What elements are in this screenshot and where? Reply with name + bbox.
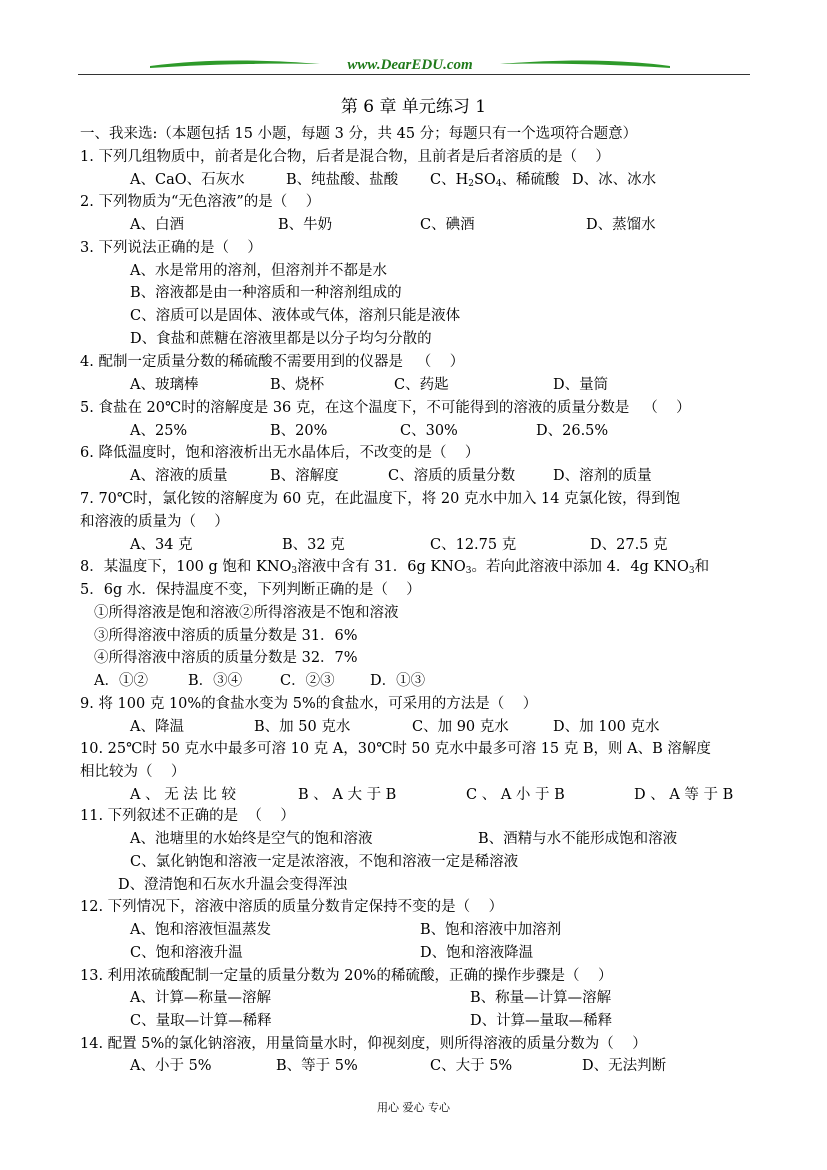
q10-option-c: C 、 A 小 于 B bbox=[466, 787, 565, 803]
header-site: www.DearEDU.com bbox=[347, 57, 473, 73]
q3-option-a: A、水是常用的溶剂，但溶剂并不都是水 bbox=[130, 263, 387, 279]
q11-option-d: D、澄清饱和石灰水升温会变得浑浊 bbox=[118, 877, 348, 893]
question-6: 6. 降低温度时，饱和溶液析出无水晶体后，不改变的是（ ） bbox=[80, 445, 480, 461]
question-2: 2. 下列物质为“无色溶液”的是（ ） bbox=[80, 194, 321, 210]
q9-option-b: B、加 50 克水 bbox=[254, 719, 351, 735]
q1-option-b: B、纯盐酸、盐酸 bbox=[286, 172, 399, 188]
q12-option-d: D、饱和溶液降温 bbox=[420, 945, 534, 961]
q14-option-b: B、等于 5% bbox=[276, 1058, 358, 1074]
q12-option-b: B、饱和溶液中加溶剂 bbox=[420, 922, 562, 938]
q7-option-d: D、27.5 克 bbox=[590, 537, 668, 553]
q7-option-a: A、34 克 bbox=[130, 537, 193, 553]
page-title: 第 6 章 单元练习 1 bbox=[340, 97, 487, 117]
question-14: 14. 配置 5%的氯化钠溶液，用量筒量水时，仰视刻度，则所得溶液的质量分数为（ ） bbox=[80, 1036, 647, 1052]
question-8-cont: 5．6g 水．保持温度不变，下列判断正确的是（ ） bbox=[80, 582, 421, 598]
q2-option-c: C、碘酒 bbox=[420, 217, 475, 233]
question-7-cont: 和溶液的质量为（ ） bbox=[80, 514, 229, 530]
question-5: 5. 食盐在 20℃时的溶解度是 36 克，在这个温度下，不可能得到的溶液的质量分数是 （ ） bbox=[80, 400, 691, 416]
q13-option-b: B、称量—计算—溶解 bbox=[470, 990, 612, 1006]
question-7: 7. 70℃时，氯化铵的溶解度为 60 克，在此温度下，将 20 克水中加入 14 克氯化铵，得到饱 bbox=[80, 491, 681, 507]
q7-option-b: B、32 克 bbox=[282, 537, 345, 553]
q2-option-a: A、白酒 bbox=[130, 217, 184, 233]
q3-option-c: C、溶质可以是固体、液体或气体，溶剂只能是液体 bbox=[130, 308, 461, 324]
q8-option-a: A．①② bbox=[94, 673, 148, 689]
header-banner bbox=[150, 54, 670, 76]
header-rule bbox=[78, 74, 750, 75]
q8-option-c: C．②③ bbox=[280, 673, 335, 689]
q4-option-c: C、药匙 bbox=[394, 377, 449, 393]
q10-option-a: A 、 无 法 比 较 bbox=[130, 787, 237, 803]
q12-option-c: C、饱和溶液升温 bbox=[130, 945, 243, 961]
q8-option-b: B．③④ bbox=[188, 673, 243, 689]
q14-option-c: C、大于 5% bbox=[430, 1058, 513, 1074]
question-10-cont: 相比较为（ ） bbox=[80, 764, 186, 780]
q3-option-b: B、溶液都是由一种溶质和一种溶剂组成的 bbox=[130, 285, 402, 301]
q3-option-d: D、食盐和蔗糖在溶液里都是以分子均匀分散的 bbox=[130, 331, 432, 347]
q11-option-a: A、池塘里的水始终是空气的饱和溶液 bbox=[130, 831, 373, 847]
q11-option-b: B、酒精与水不能形成饱和溶液 bbox=[478, 831, 678, 847]
q9-option-c: C、加 90 克水 bbox=[412, 719, 509, 735]
question-11: 11. 下列叙述不正确的是 （ ） bbox=[80, 808, 295, 824]
q5-option-b: B、20% bbox=[270, 423, 328, 439]
q9-option-d: D、加 100 克水 bbox=[553, 719, 660, 735]
q1-option-c: C、$H_2SO_4$、稀硫酸 bbox=[430, 172, 560, 189]
question-12: 12. 下列情况下，溶液中溶质的质量分数肯定保持不变的是（ ） bbox=[80, 899, 504, 915]
question-1: 1. 下列几组物质中，前者是化合物，后者是混合物，且前者是后者溶质的是（ ） bbox=[80, 149, 610, 165]
q5-option-c: C、30% bbox=[400, 423, 458, 439]
banner-swoosh-right bbox=[500, 61, 670, 69]
question-13: 13. 利用浓硫酸配制一定量的质量分数为 20%的稀硫酸，正确的操作步骤是（ ） bbox=[80, 968, 613, 984]
q2-option-b: B、牛奶 bbox=[278, 217, 333, 233]
q9-option-a: A、降温 bbox=[130, 719, 184, 735]
q4-option-d: D、量筒 bbox=[553, 377, 609, 393]
q4-option-a: A、玻璃棒 bbox=[130, 377, 199, 393]
q6-option-b: B、溶解度 bbox=[270, 468, 339, 484]
q6-option-c: C、溶质的质量分数 bbox=[388, 468, 516, 484]
banner-swoosh-left bbox=[150, 61, 320, 69]
q1-option-d: D、冰、冰水 bbox=[572, 172, 657, 188]
q14-option-d: D、无法判断 bbox=[582, 1058, 667, 1074]
q7-option-c: C、12.75 克 bbox=[430, 537, 517, 553]
question-9: 9. 将 100 克 10%的食盐水变为 5%的食盐水，可采用的方法是（ ） bbox=[80, 696, 538, 712]
q11-option-c: C、氯化钠饱和溶液一定是浓溶液，不饱和溶液一定是稀溶液 bbox=[130, 854, 519, 870]
q4-option-b: B、烧杯 bbox=[270, 377, 325, 393]
q13-option-a: A、计算—称量—溶解 bbox=[130, 990, 271, 1006]
q13-option-c: C、量取—计算—稀释 bbox=[130, 1013, 272, 1029]
q2-option-d: D、蒸馏水 bbox=[586, 217, 656, 233]
q6-option-d: D、溶剂的质量 bbox=[553, 468, 652, 484]
q8-statement-3: ③所得溶液中溶质的质量分数是 31．6% bbox=[94, 628, 358, 644]
q8-statement-4: ④所得溶液中溶质的质量分数是 32．7% bbox=[94, 650, 358, 666]
q13-option-d: D、计算—量取—稀释 bbox=[470, 1013, 613, 1029]
question-10: 10. 25℃时 50 克水中最多可溶 10 克 A，30℃时 50 克水中最多可溶 15 克 B，则 A、B 溶解度 bbox=[80, 741, 711, 757]
q12-option-a: A、饱和溶液恒温蒸发 bbox=[130, 922, 271, 938]
question-4: 4. 配制一定质量分数的稀硫酸不需要用到的仪器是 （ ） bbox=[80, 354, 465, 370]
section-heading: 一、我来选:（本题包括 15 小题，每题 3 分，共 45 分；每题只有一个选项符合题意） bbox=[80, 126, 638, 142]
question-3: 3. 下列说法正确的是（ ） bbox=[80, 240, 262, 256]
q14-option-a: A、小于 5% bbox=[130, 1058, 212, 1074]
q6-option-a: A、溶液的质量 bbox=[130, 468, 228, 484]
q5-option-d: D、26.5% bbox=[536, 423, 609, 439]
page-footer: 用心 爱心 专心 bbox=[377, 1101, 450, 1114]
question-8: 8．某温度下，100 g 饱和 $KNO_3$溶液中含有 31．6g $KNO_3$。若向此溶液中添加 4．4g $KNO_3$和 bbox=[80, 559, 710, 576]
q10-option-b: B 、 A 大 于 B bbox=[298, 787, 397, 803]
q5-option-a: A、25% bbox=[130, 423, 188, 439]
q8-option-d: D．①③ bbox=[370, 673, 426, 689]
q1-option-a: A、CaO、石灰水 bbox=[130, 172, 245, 188]
q8-statement-1-2: ①所得溶液是饱和溶液②所得溶液是不饱和溶液 bbox=[94, 605, 399, 621]
q10-option-d: D 、 A 等 于 B bbox=[634, 787, 734, 803]
